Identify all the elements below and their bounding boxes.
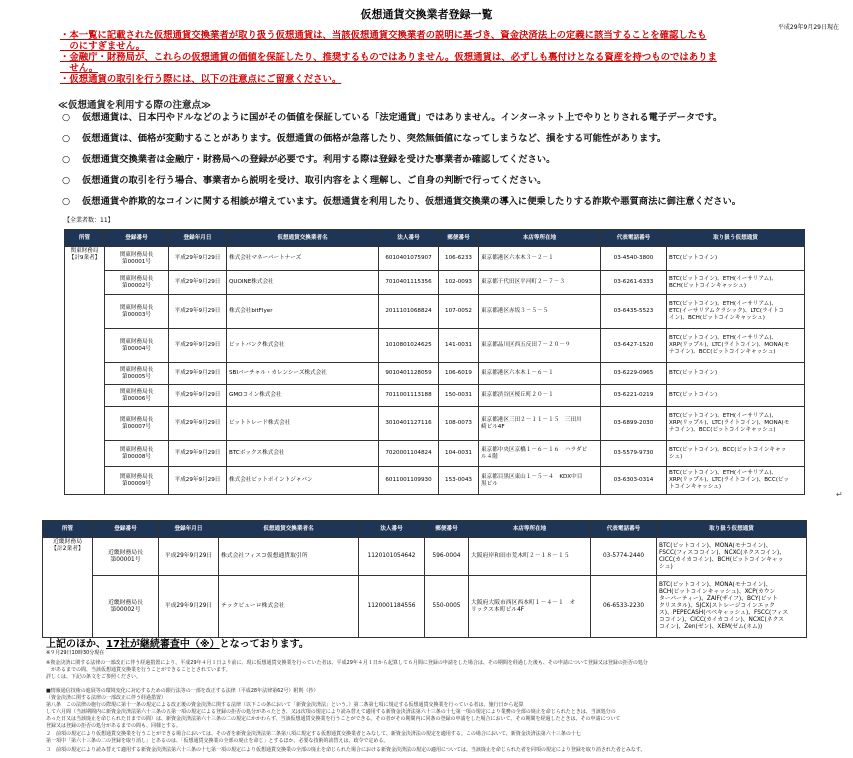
table-cell: 平成29年9月29日 <box>169 407 227 441</box>
table-cell: 2011101068824 <box>379 295 439 329</box>
table-cell: 03-6229-0965 <box>601 363 667 385</box>
jurisdiction-cell: 関東財務局 【計9業者】 <box>65 247 105 495</box>
notice-heading: ≪仮想通貨を利用する際の注意点≫ <box>58 100 211 111</box>
table-cell: 平成29年9月29日 <box>169 385 227 407</box>
column-header: 代表電話番号 <box>591 521 657 538</box>
table-cell: 596-0004 <box>425 538 469 576</box>
column-header: 郵便番号 <box>439 230 479 247</box>
table-cell: 7011001113188 <box>379 385 439 407</box>
table-cell: 06-6533-2230 <box>591 576 657 638</box>
table-cell: 03-6427-1520 <box>601 329 667 363</box>
table-row <box>65 295 805 329</box>
table-cell: 平成29年9月29日 <box>169 247 227 271</box>
legal-note-line: あった日又は当該廃止を命じられた日までの間）は、新資金決済法第六十三条の二の規定にかかわらず、当該仮想通貨交換業を行うことができる。その者がその期間内に同条の登録の申請をした場合において、その期間を経過したときは、その申請について <box>46 716 621 722</box>
notice-item: ○ 仮想通貨や詐欺的なコインに関する相談が増えています。仮想通貨を利用したり、仮想通貨交換業の導入に便乗したりする詐欺や悪質商法に御注意ください。 <box>62 196 742 207</box>
table-row <box>65 385 805 407</box>
table-cell: QUOINE株式会社 <box>227 271 379 295</box>
table-cell: 平成29年9月29日 <box>159 538 219 576</box>
legal-note-line: 登録又は登録の拒否の処分があるまでの間も、同様とする。 <box>46 723 182 729</box>
table-cell: 1120101054642 <box>359 538 425 576</box>
table-cell: BTCボックス株式会社 <box>227 441 379 467</box>
pending-review-note: 上記のほか、17社が継続審査中（※）となっております。 <box>46 639 309 650</box>
table-cell: 7010401115356 <box>379 271 439 295</box>
table-cell: 東京都中央区京橋１－６－１６ ハラダビ ル４階 <box>479 441 601 467</box>
table-row <box>65 329 805 363</box>
jurisdiction-cell: 近畿財務局 【計2業者】 <box>43 538 93 638</box>
table-cell: 106-6233 <box>439 247 479 271</box>
table-cell: 6011001109930 <box>379 467 439 495</box>
table-cell: 関東財務局長 第00004号 <box>105 329 169 363</box>
pending-review-timestamp: ※９月29日10時30分現在 <box>46 650 105 656</box>
table-cell: BTC(ビットコイン)、MONA(モナコイン)、 BCH(ビットコインキャッシュ)、XCP(カウン ターパーティー)、ZAIF(ザイフ)、BCY(ビット クリスタル)、SJCX(ストレージコインエック ス)、PEPECASH(ペペキャッシュ)、FSCC(フィス ココイン)、CICC(カイカコイン)、NCXC(ネクス コイン)、Zen(ゼン)、XEM(ゼム(ネム)) <box>657 576 807 638</box>
table-cell: BTC(ビットコイン) <box>667 363 805 385</box>
circle-bullet-icon: ○ <box>62 175 71 186</box>
table-cell: 関東財務局長 第00006号 <box>105 385 169 407</box>
table-cell: 03-6221-0219 <box>601 385 667 407</box>
kanto-registry-table <box>64 229 805 495</box>
table-cell: 近畿財務局長 第00002号 <box>93 576 159 638</box>
column-header: 郵便番号 <box>425 521 469 538</box>
table-cell: 03-6303-0314 <box>601 467 667 495</box>
table-cell: BTC(ビットコイン)、ETH(イーサリアム)、 BCH(ビットコインキャッシュ) <box>667 271 805 295</box>
column-header: 本店等所在地 <box>479 230 601 247</box>
notice-item: ○ 仮想通貨の取引を行う場合、事業者から説明を受け、取引内容をよく理解し、ご自身の判断で行ってください。 <box>62 175 547 186</box>
column-header: 登録番号 <box>105 230 169 247</box>
table-cell: 03-5579-9730 <box>601 441 667 467</box>
legal-note-line: ３ 前項の規定により読み替えて適用する新資金決済法第六十三条の十七第一項の規定により仮想通貨交換業の全部の廃止を命じられた場合における新資金決済法の規定の適用については、当該廃止を命じられた者を同項の規定により登録を取り消された者とみなす。 <box>46 747 646 753</box>
table-cell: 9010401128059 <box>379 363 439 385</box>
table-cell: 東京都目黒区東山１－５－４ KDX中目 黒ビル <box>479 467 601 495</box>
table-cell: 平成29年9月29日 <box>169 329 227 363</box>
table-cell: 近畿財務局長 第00001号 <box>93 538 159 576</box>
table-row <box>65 247 805 271</box>
table-cell: 7020001104824 <box>379 441 439 467</box>
legal-note-line: 第八条 この法律の施行の際現に第十一条の規定による改正後の資金決済に関する法律（以下この条において「新資金決済法」という。）第二条第七項に規定する仮想通貨交換業を行っている者は、施行日から起算 <box>46 702 524 708</box>
page-title: 仮想通貨交換業者登録一覧 <box>360 8 493 21</box>
table-cell: 03-4540-3800 <box>601 247 667 271</box>
kinki-registry-table <box>42 520 807 638</box>
column-header: 登録番号 <box>93 521 159 538</box>
page-break-gap <box>56 497 816 507</box>
table-cell: 03-6899-2030 <box>601 407 667 441</box>
column-header: 仮想通貨交換業者名 <box>227 230 379 247</box>
column-header: 登録年月日 <box>159 521 219 538</box>
as-of-date: 平成29年9月29日現在 <box>777 24 839 31</box>
table-row <box>43 576 807 638</box>
column-header: 取り扱う仮想通貨 <box>667 230 805 247</box>
total-count: 【全業者数：11】 <box>64 217 114 224</box>
table-cell: SBIバーチャル・カレンシーズ株式会社 <box>227 363 379 385</box>
table-cell: 東京都港区三田２－１１－１５ 三田川 崎ビル4F <box>479 407 601 441</box>
table-cell: BTC(ビットコイン)、ETH(イーサリアム)、 ETC(イーサリアムクラシック)、LTC(ライトコ イン)、BCH(ビットコインキャッシュ) <box>667 295 805 329</box>
legal-note-line: ※資金決済に関する法律の一部改正に伴う経過措置により、平成29年４月１日より前に、現に仮想通貨交換業を行っていた者は、平成29年４月１日から起算して６月間に登録の申請をした場合は、その期間を経過した後も、その申請について登録又は登録の拒否の処分 <box>46 660 648 666</box>
legal-note-line: ２ 前項の規定により仮想通貨交換業を行うことができる場合においては、その者を新資金決済法第二条第八項に規定する仮想通貨交換業者とみなして、新資金決済法の規定を適用する。この場合において、新資金決済法第六十三条の十七 <box>46 731 581 737</box>
table-cell: 106-6019 <box>439 363 479 385</box>
table-cell: 3010401127116 <box>379 407 439 441</box>
table-cell: 102-0093 <box>439 271 479 295</box>
table-cell: 東京都港区赤坂３－５－５ <box>479 295 601 329</box>
table-cell: 株式会社bitFlyer <box>227 295 379 329</box>
table-row <box>65 407 805 441</box>
table-cell: 141-0031 <box>439 329 479 363</box>
table-cell: 107-0052 <box>439 295 479 329</box>
table-cell: 03-5774-2440 <box>591 538 657 576</box>
table-cell: 関東財務局長 第00009号 <box>105 467 169 495</box>
table-cell: ビットバンク株式会社 <box>227 329 379 363</box>
table-cell: 03-6261-6333 <box>601 271 667 295</box>
column-header: 登録年月日 <box>169 230 227 247</box>
column-header: 所管 <box>43 521 93 538</box>
table-row <box>65 467 805 495</box>
table-row <box>65 271 805 295</box>
notice-item: ○ 仮想通貨交換業者は金融庁・財務局への登録が必要です。利用する際は登録を受けた事業者か確認してください。 <box>62 154 556 165</box>
table-cell: 関東財務局長 第00005号 <box>105 363 169 385</box>
table-cell: 150-0031 <box>439 385 479 407</box>
table-cell: 大阪府大阪市西区西本町１－４－１ オ リックス本町ビル4F <box>469 576 591 638</box>
column-header: 法人番号 <box>359 521 425 538</box>
table-cell: BTC(ビットコイン)、MONA(モナコイン)、 FSCC(フィスココイン)、NCXC(ネクスコイン)、 CICC(カイカコイン)、BCH(ビットコインキャッ シュ) <box>657 538 807 576</box>
column-header: 代表電話番号 <box>601 230 667 247</box>
table-cell: 株式会社ビットポイントジャパン <box>227 467 379 495</box>
table-cell: 平成29年9月29日 <box>169 295 227 329</box>
table-cell: 平成29年9月29日 <box>169 441 227 467</box>
table-cell: BTC(ビットコイン) <box>667 247 805 271</box>
column-header: 法人番号 <box>379 230 439 247</box>
table-row <box>65 441 805 467</box>
warning-line: ・金融庁・財務局が、これらの仮想通貨の価値を保証したり、推奨するものではありません。仮想通貨は、必ずしも裏付けとなる資産を持つものではありま <box>60 52 717 63</box>
warning-line: ・本一覧に記載された仮想通貨交換業者が取り扱う仮想通貨は、当該仮想通貨交換業者の説明に基づき、資金決済法上の定義に該当することを確認したも <box>60 30 707 41</box>
column-header: 本店等所在地 <box>469 521 591 538</box>
legal-note-line: （資金決済に関する法律の一部改正に伴う経過措置） <box>46 695 167 701</box>
warning-line: ・仮想通貨の取引を行う際には、以下の注意点にご留意ください。 <box>60 74 342 85</box>
table-cell: 東京都港区六本木３－２－１ <box>479 247 601 271</box>
table-header-row <box>65 230 805 247</box>
table-cell: 1010801024625 <box>379 329 439 363</box>
table-cell: 03-6435-5523 <box>601 295 667 329</box>
table-cell: 1120001184556 <box>359 576 425 638</box>
legal-note-line: 詳しくは、下記の条文をご参照ください。 <box>46 674 142 680</box>
table-cell: BTC(ビットコイン)、ETH(イーサリアム)、 XRP(リップル)、LTC(ライトコイン)、BCC(ビッ トコインキャッシュ) <box>667 467 805 495</box>
table-cell: 東京都渋谷区桜丘町２０－１ <box>479 385 601 407</box>
legal-note-line: 第一項中「第六十三条の二の登録を取り消し」とあるのは、「仮想通貨交換業の全部の廃止を命じ」とするほか、必要な技術的読替えは、政令で定める。 <box>46 738 389 744</box>
table-cell: 平成29年9月29日 <box>169 467 227 495</box>
table-cell: 6010401075907 <box>379 247 439 271</box>
table-cell: 株式会社マネーパートナーズ <box>227 247 379 271</box>
table-cell: 東京都千代田区平河町２－７－３ <box>479 271 601 295</box>
table-cell: 104-0031 <box>439 441 479 467</box>
table-cell: BTC(ビットコイン)、ETH(イーサリアム)、 XRP(リップル)、LTC(ライトコイン)、MONA(モ ナコイン)、BCC(ビットコインキャッシュ) <box>667 329 805 363</box>
table-cell: 平成29年9月29日 <box>169 363 227 385</box>
table-cell: 関東財務局長 第00003号 <box>105 295 169 329</box>
circle-bullet-icon: ○ <box>62 154 71 165</box>
column-header: 所管 <box>65 230 105 247</box>
table-cell: 東京都品川区西五反田７－２０－９ <box>479 329 601 363</box>
table-cell: 関東財務局長 第00008号 <box>105 441 169 467</box>
table-cell: BTC(ビットコイン) <box>667 385 805 407</box>
legal-note-line: ■情報通信技術の進展等の環境変化に対応するための銀行法等の一部を改正する法律（平成28年法律第62号）附則（抄） <box>46 688 319 694</box>
table-cell: ビットトレード株式会社 <box>227 407 379 441</box>
notice-item: ○ 仮想通貨は、日本円やドルなどのように国がその価値を保証している「法定通貨」ではありません。インターネット上でやりとりされる電子データです。 <box>62 112 723 123</box>
table-cell: 153-0043 <box>439 467 479 495</box>
legal-note-line: があるまでの間、当該仮想通貨交換業を行うことができることとされています。 <box>46 667 231 673</box>
table-cell: 108-0073 <box>439 407 479 441</box>
column-header: 取り扱う仮想通貨 <box>657 521 807 538</box>
warning-line: のにすぎません。 <box>60 41 145 52</box>
table-cell: 関東財務局長 第00007号 <box>105 407 169 441</box>
table-row <box>65 363 805 385</box>
table-cell: 関東財務局長 第00001号 <box>105 247 169 271</box>
table-cell: BTC(ビットコイン)、ETH(イーサリアム)、 XRP(リップル)、LTC(ライトコイン)、MONA(モ ナコイン)、BCC(ビットコインキャッシュ) <box>667 407 805 441</box>
table-header-row <box>43 521 807 538</box>
table-cell: 東京都港区六本木１－６－１ <box>479 363 601 385</box>
circle-bullet-icon: ○ <box>62 196 71 207</box>
table-cell: 550-0005 <box>425 576 469 638</box>
warning-line: せん。 <box>60 63 99 74</box>
table-cell: 大阪府岸和田市荒木町２－１８－１５ <box>469 538 591 576</box>
table-cell: 平成29年9月29日 <box>169 271 227 295</box>
table-cell: GMOコイン株式会社 <box>227 385 379 407</box>
table-row <box>43 538 807 576</box>
circle-bullet-icon: ○ <box>62 112 71 123</box>
legal-note-line: して六月間（当該期間内に新資金決済法第六十三条の五第一項の規定による登録の拒否の処分があったとき、又は次項の規定により読み替えて適用する新資金決済法第六十三条の十七第一項の規定により業務の全部の廃止を命じられたときは、当該処分の <box>46 709 616 715</box>
column-header: 仮想通貨交換業者名 <box>219 521 359 538</box>
table-cell: BTC(ビットコイン)、BCC(ビットコインキャッ シュ) <box>667 441 805 467</box>
circle-bullet-icon: ○ <box>62 133 71 144</box>
table-cell: 平成29年9月29日 <box>159 576 219 638</box>
return-mark-icon: ↵ <box>836 490 843 499</box>
table-cell: 関東財務局長 第00002号 <box>105 271 169 295</box>
notice-item: ○ 仮想通貨は、価格が変動することがあります。仮想通貨の価格が急落したり、突然無価値になってしまうなど、損をする可能性があります。 <box>62 133 667 144</box>
table-cell: 株式会社フィスコ仮想通貨取引所 <box>219 538 359 576</box>
table-cell: テックビューロ株式会社 <box>219 576 359 638</box>
